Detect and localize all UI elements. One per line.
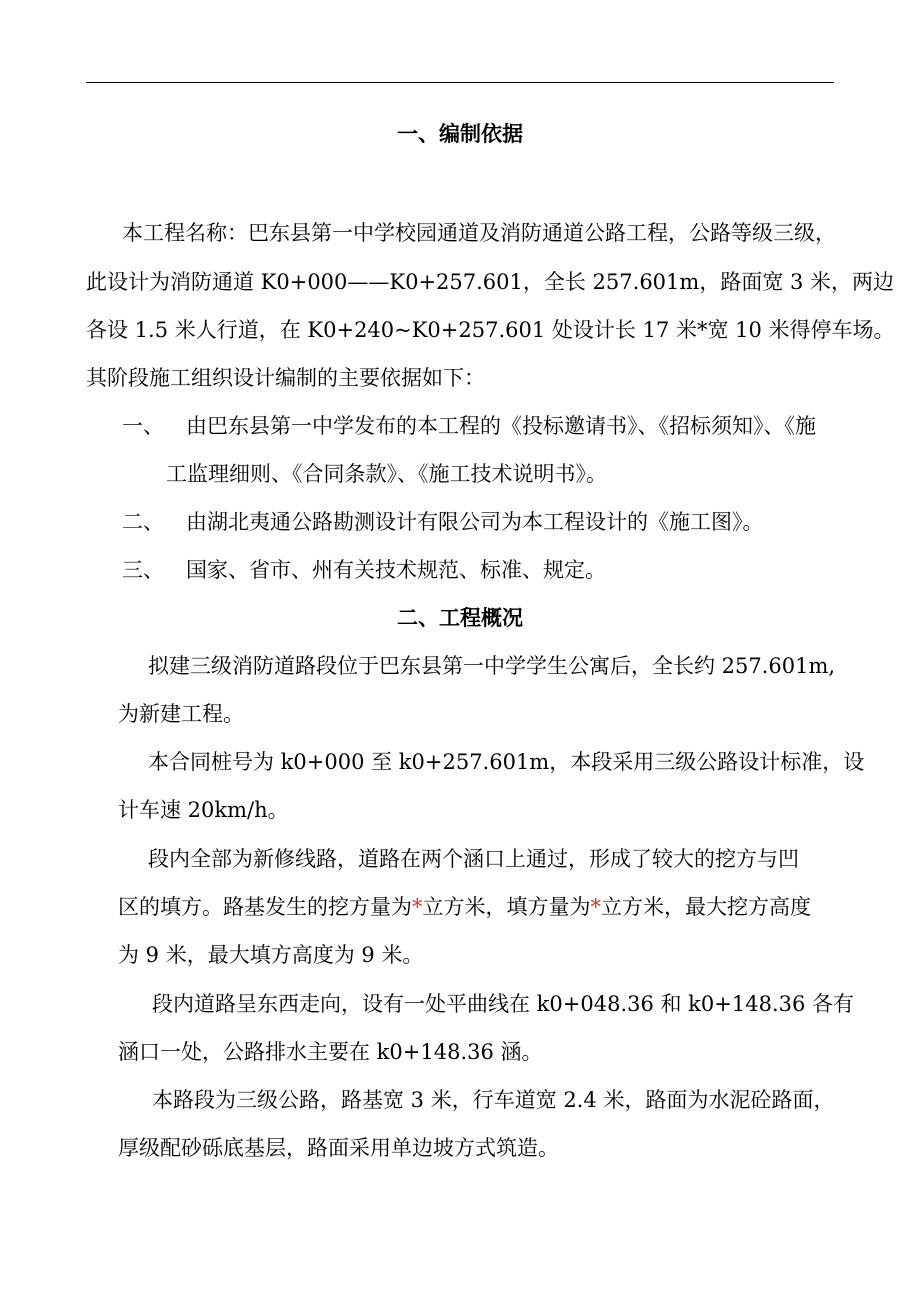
placeholder-star: *: [412, 895, 423, 919]
intro-line-1: 本工程名称：巴东县第一中学校园通道及消防通道公路工程，公路等级三级，: [122, 221, 836, 245]
overview-p2-line-1: 本合同桩号为 k0+000 至 k0+257.601m，本段采用三级公路设计标准，设: [148, 750, 865, 774]
basis-item-3: [122, 556, 606, 584]
overview-p3-line-1: 段内全部为新修线路，道路在两个涵口上通过，形成了较大的挖方与凹: [148, 847, 799, 871]
overview-p1-line-1: 拟建三级消防道路段位于巴东县第一中学学生公寓后，全长约 257.601m,: [148, 654, 836, 678]
basis-item-1-continued: 工监理细则、《合同条款》、《施工技术说明书》。: [166, 462, 607, 486]
basis-item-text: 由湖北夷通公路勘测设计有限公司为本工程设计的《施工图》。: [186, 510, 764, 534]
header-rule: [86, 82, 834, 83]
overview-p3-line-3: 为 9 米，最大填方高度为 9 米。: [118, 943, 424, 967]
intro-line-4: 其阶段施工组织设计编制的主要依据如下：: [86, 366, 485, 390]
placeholder-star: *: [590, 895, 601, 919]
overview-p4-line-1: 段内道路呈东西走向，设有一处平曲线在 k0+048.36 和 k0+148.36 各有: [152, 992, 855, 1016]
basis-item-number: 一、: [122, 414, 164, 438]
p3-text-c: 立方米，最大挖方高度: [601, 895, 811, 919]
p3-text-b: 立方米，填方量为: [422, 895, 591, 919]
basis-item-number: 三、: [122, 558, 164, 582]
overview-p3-line-2: [118, 893, 811, 921]
overview-p4-line-2: 涵口一处，公路排水主要在 k0+148.36 涵。: [118, 1040, 543, 1064]
section-title-basis: 一、编制依据: [397, 121, 523, 146]
basis-item-number: 二、: [122, 510, 164, 534]
basis-item-1: [122, 412, 816, 440]
intro-line-3: 各设 1.5 米人行道，在 K0+240~K0+257.601 处设计长 17 米*宽 10 米得停车场。: [86, 318, 895, 342]
intro-line-2: 此设计为消防通道 K0+000——K0+257.601，全长 257.601m，路面宽 3 米，两边: [86, 270, 895, 294]
basis-item-text: 由巴东县第一中学发布的本工程的《投标邀请书》、《招标须知》、《施: [186, 414, 816, 438]
overview-p1-line-2: 为新建工程。: [118, 702, 244, 726]
overview-p2-line-2: 计车速 20km/h。: [118, 798, 289, 822]
basis-item-2: [122, 508, 764, 536]
overview-p5-line-2: 厚级配砂砾底基层，路面采用单边坡方式筑造。: [118, 1136, 559, 1160]
section-title-overview: 二、工程概况: [397, 605, 523, 630]
p3-text-a: 区的填方。路基发生的挖方量为: [118, 895, 412, 919]
overview-p5-line-1: 本路段为三级公路，路基宽 3 米，行车道宽 2.4 米，路面为水泥砼路面，: [152, 1088, 835, 1112]
basis-item-text: 国家、省市、州有关技术规范、标准、规定。: [186, 558, 606, 582]
